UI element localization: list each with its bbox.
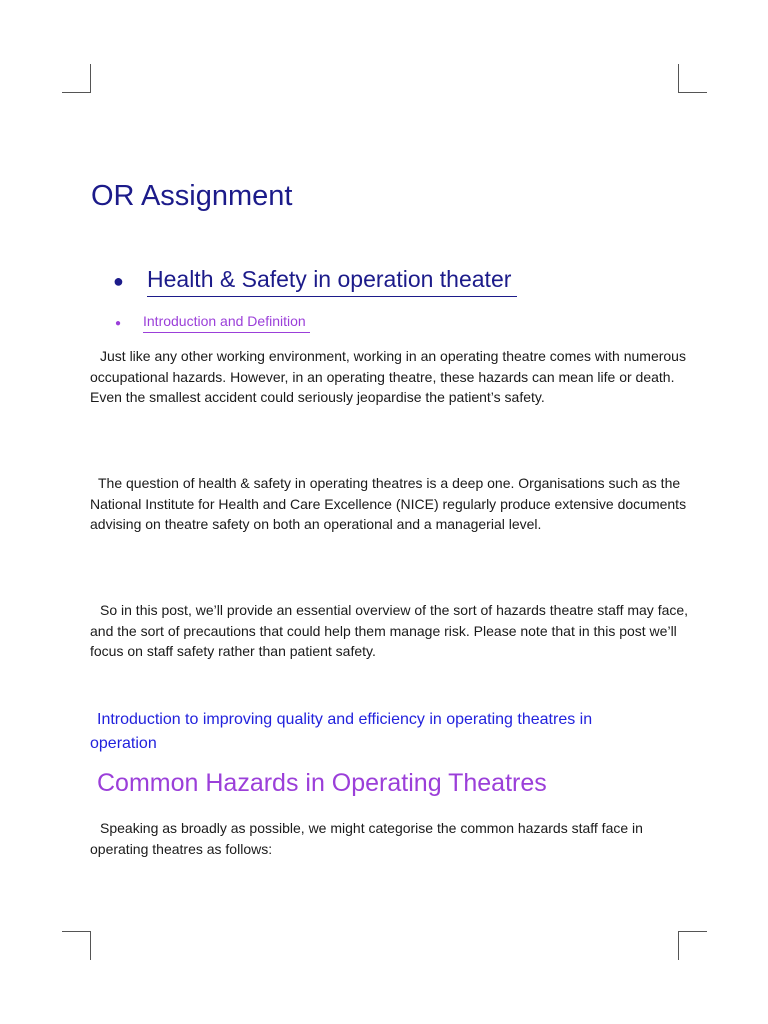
crop-mark-top-left	[62, 64, 91, 93]
crop-mark-top-right	[678, 64, 707, 93]
paragraph-hazards-intro: Speaking as broadly as possible, we might categorise the common hazards staff face in operating theatres as follows:	[90, 820, 643, 857]
crop-mark-bottom-left	[62, 931, 91, 960]
subheading-list-item	[115, 313, 310, 333]
paragraph-nice: The question of health & safety in operating theatres is a deep one. Organisations such as the National Institute for Health and Care Excellence (NICE) regularly produce extensive documents advising on theatre safety on both an operational and a managerial level.	[90, 475, 687, 532]
crop-mark-bottom-right	[678, 931, 707, 960]
document-title: OR Assignment	[91, 180, 293, 212]
subheading-introduction: Introduction and Definition	[143, 313, 310, 333]
heading-health-safety: Health & Safety in operation theater	[147, 266, 517, 297]
paragraph-overview: So in this post, we’ll provide an essential overview of the sort of hazards theatre staff may face, and the sort of precautions that could help them manage risk. Please note that in this post we’ll focus on staff safety rather than patient safety.	[90, 602, 689, 659]
bullet-icon: ●	[115, 317, 122, 329]
bullet-icon: ●	[113, 271, 124, 291]
heading-list-item	[113, 266, 517, 297]
section-heading-common-hazards: Common Hazards in Operating Theatres	[97, 769, 547, 797]
link-improving-quality[interactable]: Introduction to improving quality and efficiency in operating theatres in operation	[90, 711, 593, 752]
paragraph-intro: Just like any other working environment, working in an operating theatre comes with numerous occupational hazards. However, in an operating theatre, these hazards can mean life or death. Even the smallest accident could seriously jeopardise the patient’s safety.	[90, 348, 686, 405]
